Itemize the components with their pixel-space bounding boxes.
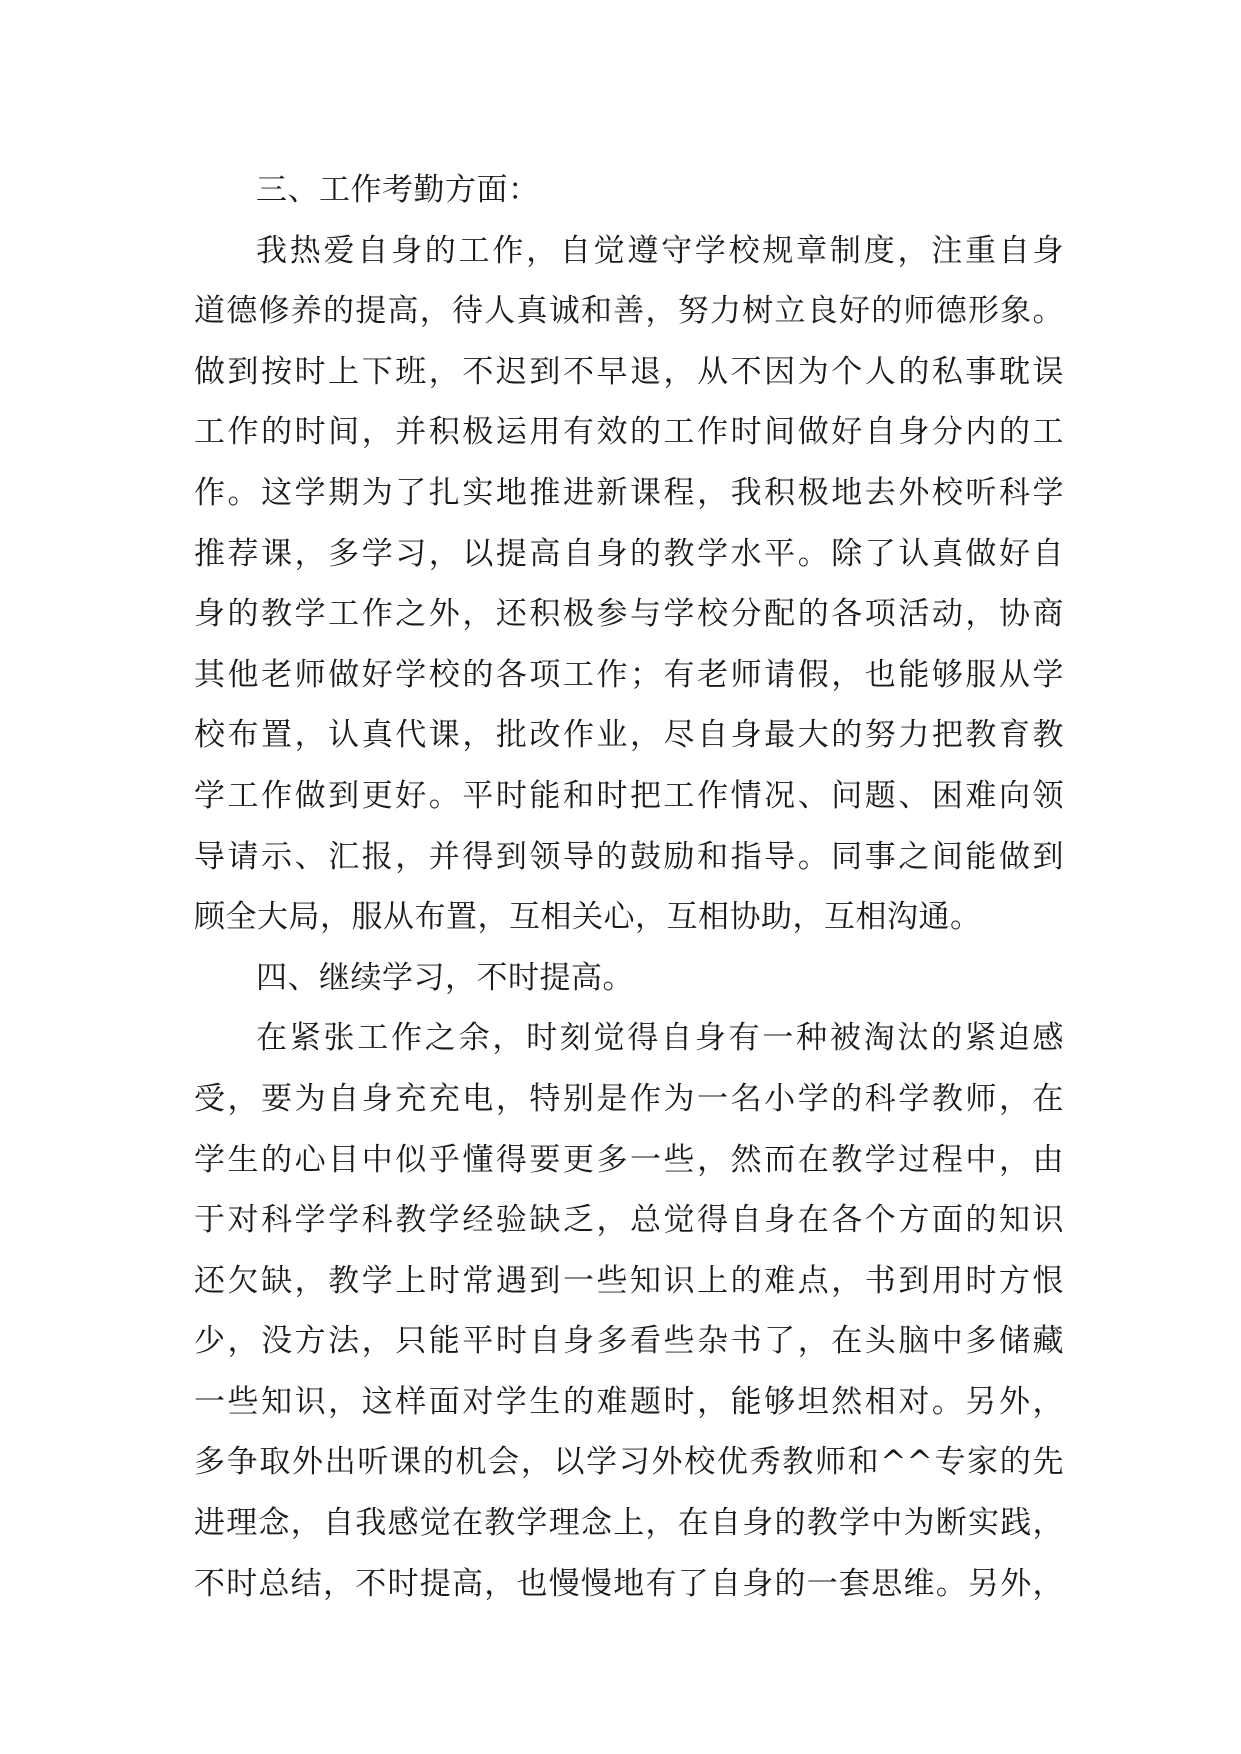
text-line: 作。这学期为了扎实地推进新课程，我积极地去外校听科学	[194, 474, 1064, 511]
text-line: 做到按时上下班，不迟到不早退，从不因为个人的私事耽误	[194, 353, 1064, 390]
text-line: 身的教学工作之外，还积极参与学校分配的各项活动，协商	[194, 596, 1064, 633]
text-line: 于对科学学科教学经验缺乏，总觉得自身在各个方面的知识	[194, 1202, 1064, 1239]
text-line: 一些知识，这样面对学生的难题时，能够坦然相对。另外，	[194, 1383, 1064, 1420]
text-line: 受，要为自身充充电，特别是作为一名小学的科学教师，在	[194, 1080, 1064, 1117]
text-line: 我热爱自身的工作，自觉遵守学校规章制度，注重自身	[256, 232, 1064, 269]
text-line: 道德修养的提高，待人真诚和善，努力树立良好的师德形象。	[194, 293, 1064, 330]
text-line: 校布置，认真代课，批改作业，尽自身最大的努力把教育教	[194, 717, 1064, 754]
text-line: 其他老师做好学校的各项工作；有老师请假，也能够服从学	[194, 656, 1064, 693]
text-line: 还欠缺，教学上时常遇到一些知识上的难点，书到用时方恨	[194, 1262, 1064, 1299]
section-heading: 四、继续学习，不时提高。	[256, 959, 634, 996]
text-line: 三、工作考勤方面：	[256, 172, 540, 208]
text-line: 在紧张工作之余，时刻觉得自身有一种被淘汰的紧迫感	[256, 1020, 1064, 1057]
text-line: 顾全大局，服从布置，互相关心，互相协助，互相沟通。	[194, 899, 982, 936]
text-line: 导请示、汇报，并得到领导的鼓励和指导。同事之间能做到	[194, 838, 1064, 875]
text-line: 学工作做到更好。平时能和时把工作情况、问题、困难向领	[194, 777, 1064, 814]
text-line: 少，没方法，只能平时自身多看些杂书了，在头脑中多储藏	[194, 1323, 1064, 1360]
text-line: 不时总结，不时提高，也慢慢地有了自身的一套思维。另外，	[194, 1565, 1064, 1602]
text-line: 进理念，自我感觉在教学理念上，在自身的教学中为断实践，	[194, 1505, 1064, 1542]
text-line: 学生的心目中似乎懂得要更多一些，然而在教学过程中，由	[194, 1141, 1064, 1178]
text-line: 多争取外出听课的机会，以学习外校优秀教师和^^专家的先	[194, 1444, 1064, 1481]
document-body	[194, 160, 1064, 1614]
text-line: 推荐课，多学习，以提高自身的教学水平。除了认真做好自	[194, 535, 1064, 572]
text-line: 工作的时间，并积极运用有效的工作时间做好自身分内的工	[194, 414, 1064, 451]
